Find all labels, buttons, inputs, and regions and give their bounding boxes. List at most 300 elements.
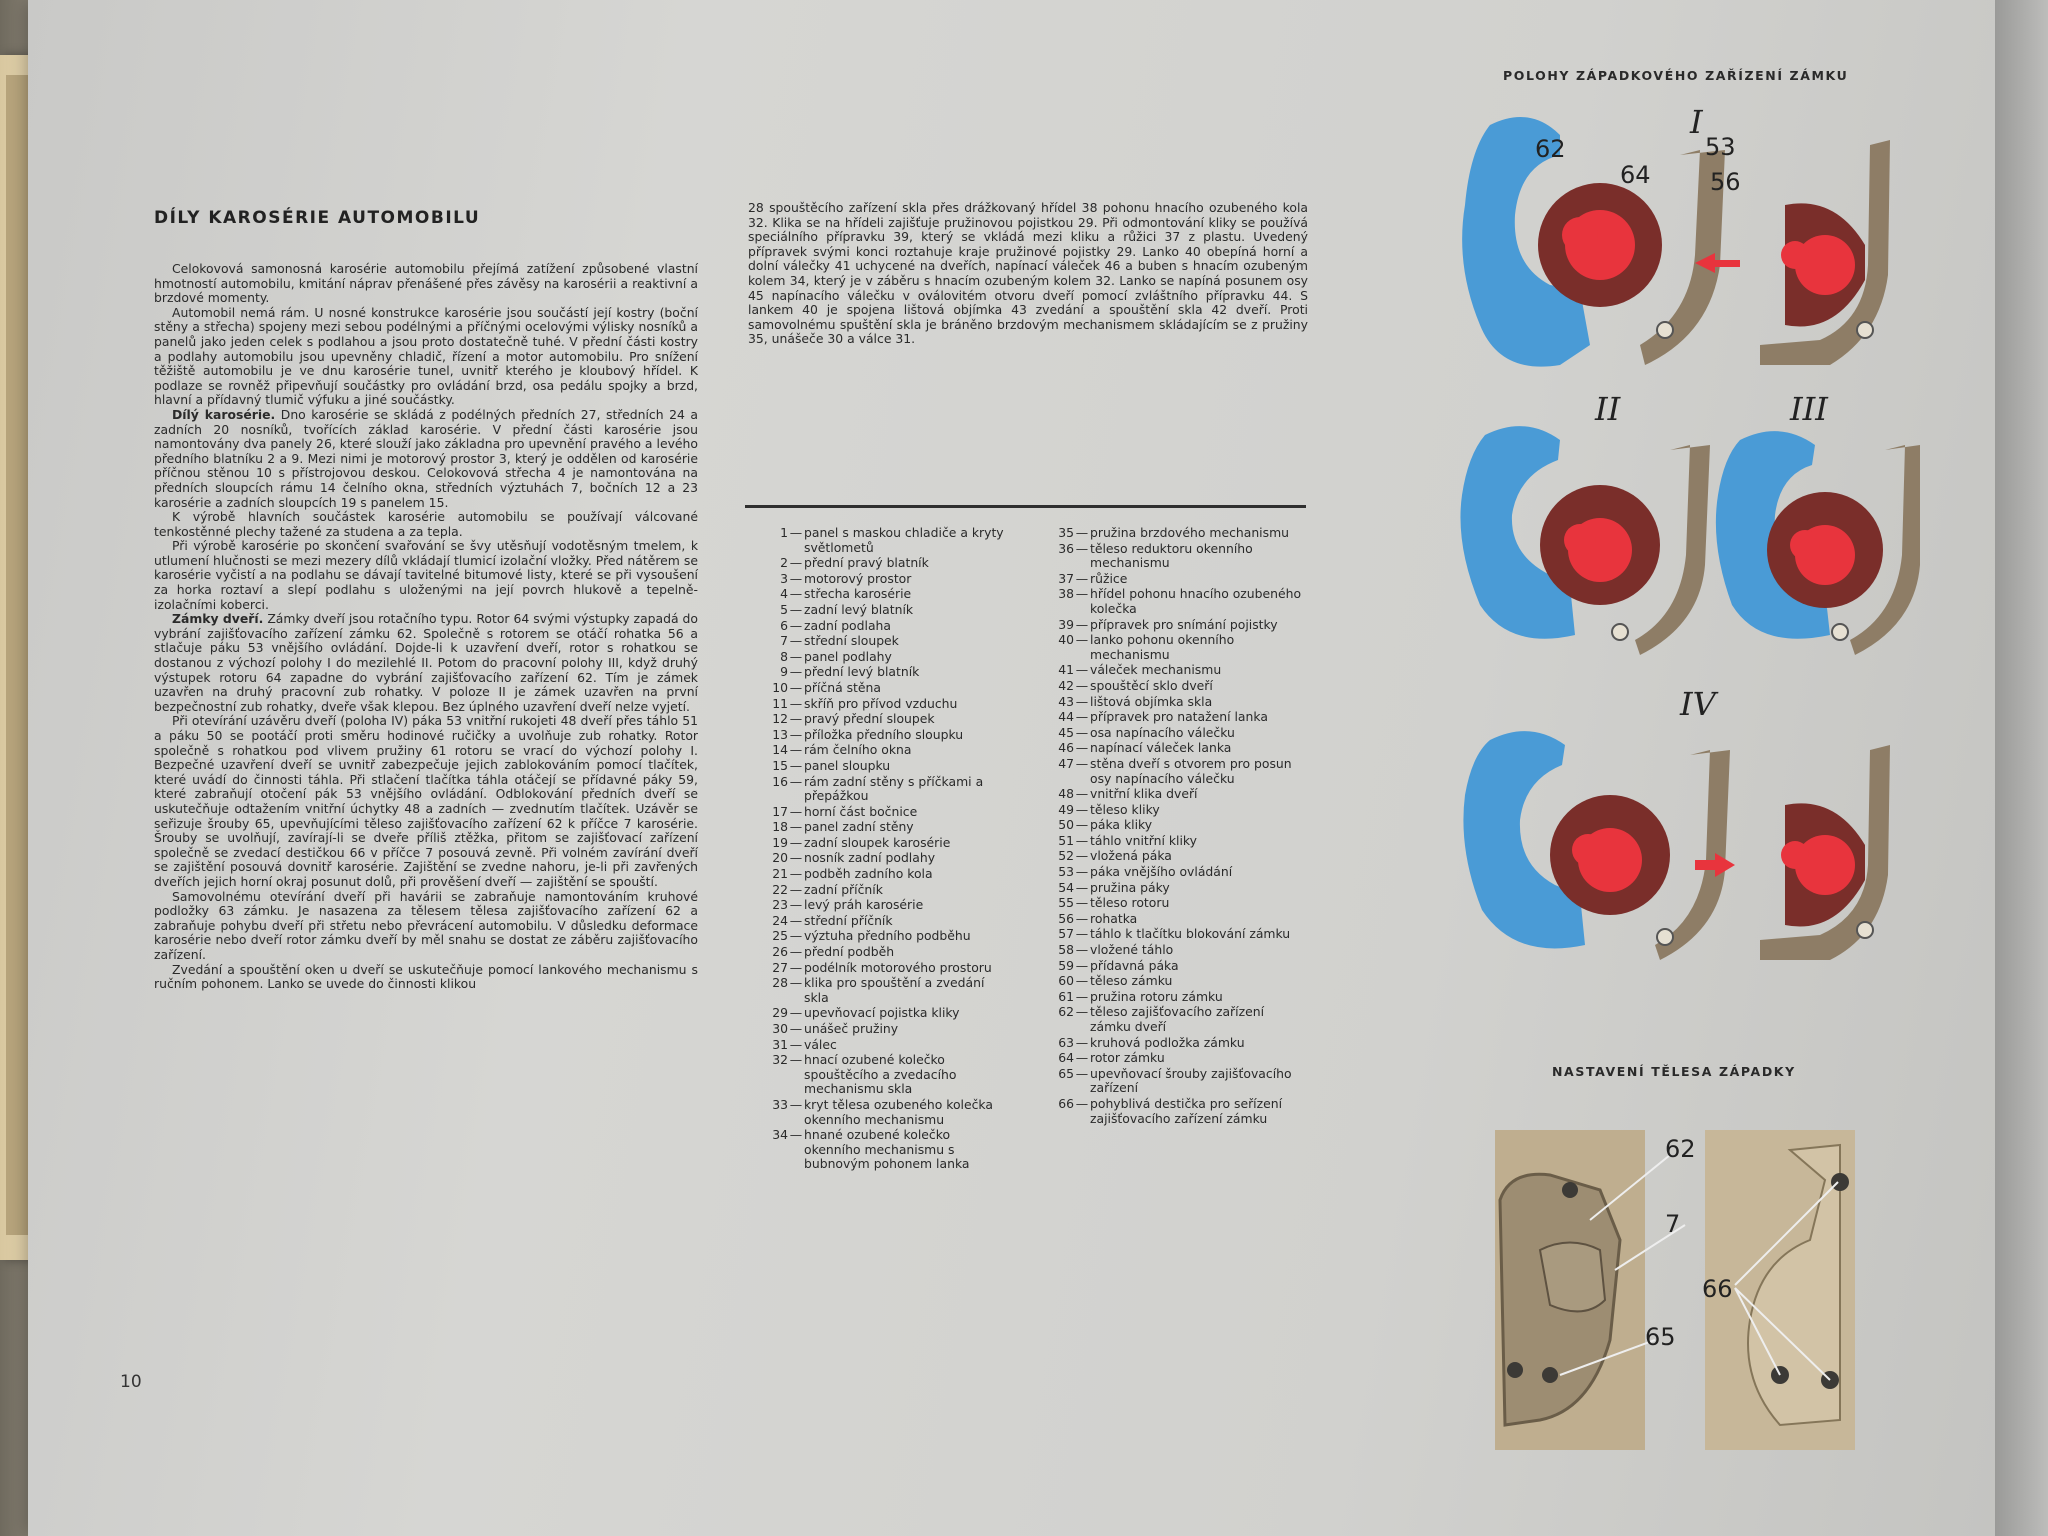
- legend-text: růžice: [1090, 570, 1128, 586]
- legend-text: zadní příčník: [804, 881, 883, 897]
- legend-dash: —: [789, 819, 803, 835]
- legend-item: [748, 587, 1010, 602]
- legend-dash: —: [789, 897, 803, 913]
- paragraph: [154, 408, 698, 510]
- legend-text: střední příčník: [804, 912, 893, 928]
- legend-number: 1: [780, 525, 788, 540]
- paragraph-text: Zámky dveří jsou rotačního typu. Rotor 64 svými výstupky zapadá do vybrání zajišťovacího zařízení zámku 62. Společně s rotorem se otáčí rohatka 56 a stlačuje páku 53 vnějšího ovládání. Dojde-li k uzavření dveří, rotor s rohatkou se dostanou z výchozí polohy I do mezilehlé II. Potom do pracovní polohy III, když druhý výstupek rotoru 64 zapadne do vybrání zajišťovacího zařízení 62. Tím je zámek uzavřen na druhý pracovní zub rohatky. V poloze II je zámek uzavřen na první bezpečnostní zub rohatky, dveře však klepou. Bez úplného uzavření dveří nelze vyjetí.: [154, 611, 698, 714]
- legend-text: příčná stěna: [804, 679, 881, 695]
- legend-item: [748, 1053, 1010, 1097]
- legend-item: [1034, 990, 1306, 1005]
- legend-dash: —: [789, 570, 803, 586]
- legend-dash: —: [1075, 677, 1089, 693]
- legend-dash: —: [1075, 910, 1089, 926]
- legend-number: 13: [772, 726, 788, 742]
- legend-text: páka vnějšího ovládání: [1090, 864, 1233, 880]
- legend-item: [748, 961, 1010, 976]
- legend-text: přední levý blatník: [804, 664, 920, 680]
- legend-number: 38: [1058, 586, 1074, 602]
- legend-text: rám zadní stěny s příčkami a přepážkou: [804, 773, 984, 804]
- legend-item: [748, 650, 1010, 665]
- legend-text: vnitřní klika dveří: [1090, 786, 1198, 802]
- legend-dash: —: [1075, 817, 1089, 833]
- legend-number: 16: [772, 773, 788, 789]
- legend-text: výztuha předního podběhu: [804, 928, 971, 944]
- legend-number: 11: [772, 695, 788, 711]
- legend-number: 27: [772, 959, 788, 975]
- legend-dash: —: [1075, 832, 1089, 848]
- legend-item: [1034, 663, 1306, 678]
- legend-number: 36: [1058, 540, 1074, 556]
- legend-dash: —: [1075, 693, 1089, 709]
- legend-dash: —: [789, 773, 803, 789]
- legend-dash: —: [789, 1052, 803, 1068]
- legend-item: [748, 1038, 1010, 1053]
- legend-item: [748, 775, 1010, 804]
- legend-number: 53: [1058, 864, 1074, 880]
- legend-text: zadní sloupek karosérie: [804, 834, 951, 850]
- text-column-1: [154, 262, 698, 992]
- position-II-label: II: [1595, 390, 1621, 428]
- legend-dash: —: [1075, 801, 1089, 817]
- legend-item: [748, 712, 1010, 727]
- legend-text: pravý přední sloupek: [804, 711, 935, 727]
- legend-number: 8: [780, 648, 788, 664]
- legend-text: rám čelního okna: [804, 742, 912, 758]
- lock-positions-diagram: [1440, 95, 1920, 995]
- figure-title-latch-adjustment: NASTAVENÍ TĚLESA ZÁPADKY: [1552, 1064, 1796, 1079]
- legend-number: 57: [1058, 926, 1074, 942]
- legend-item: [748, 759, 1010, 774]
- legend-dash: —: [1075, 1034, 1089, 1050]
- legend-number: 66: [1058, 1095, 1074, 1111]
- legend-number: 45: [1058, 724, 1074, 740]
- legend-number: 62: [1058, 1004, 1074, 1020]
- legend-item: [1034, 1051, 1306, 1066]
- legend-text: hřídel pohonu hnacího ozubeného kolečka: [1090, 586, 1302, 616]
- legend-item: [748, 526, 1010, 555]
- legend-text: pružina rotoru zámku: [1090, 988, 1223, 1004]
- legend-item: [748, 820, 1010, 835]
- legend-dash: —: [1075, 724, 1089, 740]
- legend-number: 56: [1058, 910, 1074, 926]
- legend-dash: —: [1075, 1004, 1089, 1020]
- legend-number: 34: [772, 1127, 788, 1143]
- paragraph-text: Dno karosérie se skládá z podélných předních 27, středních 24 a zadních 20 nosníků, tvořících základ karosérie. V přední části karosérie jsou namontovány dva panely 26, které slouží jako základna pro upevnění pravého a levého předního blatníku 2 a 9. Mezi nimi je motorový prostor 3, který je oddělen od karosérie příčnou stěnou 10 s přístrojovou deskou. Celokovová střecha 4 je namontována na předních sloupcích rámu 14 čelního okna, středních výztuhách 7, bočních 12 a 23 karosérie a zadních sloupcích 19 s panelem 15.: [154, 406, 698, 510]
- legend-item: [1034, 572, 1306, 587]
- legend-item: [748, 945, 1010, 960]
- legend-dash: —: [789, 648, 803, 664]
- legend-dash: —: [789, 742, 803, 758]
- legend-number: 58: [1058, 942, 1074, 958]
- lock-position-1: [1462, 103, 1890, 367]
- legend-dash: —: [1075, 709, 1089, 725]
- legend-dash: —: [789, 601, 803, 617]
- legend-number: 20: [772, 850, 788, 866]
- legend-item: [748, 976, 1010, 1005]
- label-53: 53: [1705, 133, 1736, 161]
- position-III-label: III: [1790, 390, 1828, 428]
- legend-number: 35: [1058, 525, 1074, 540]
- legend-dash: —: [789, 850, 803, 866]
- legend-number: 51: [1058, 832, 1074, 848]
- legend-dash: —: [789, 803, 803, 819]
- legend-dash: —: [789, 912, 803, 928]
- legend-dash: —: [1075, 786, 1089, 802]
- legend-item: [1034, 587, 1306, 616]
- legend-text: lištová objímka skla: [1090, 693, 1213, 709]
- figure-title-lock-positions: POLOHY ZÁPADKOVÉHO ZAŘÍZENÍ ZÁMKU: [1503, 68, 1849, 83]
- legend-text: pohyblivá destička pro seřízení zajišťovacího zařízení zámku: [1090, 1095, 1283, 1126]
- legend-text: hnací ozubené kolečko spouštěcího a zvedacího mechanismu skla: [804, 1052, 957, 1097]
- legend-number: 64: [1058, 1050, 1074, 1066]
- legend-text: těleso kliky: [1090, 801, 1160, 817]
- legend-dash: —: [1075, 973, 1089, 989]
- legend-dash: —: [789, 726, 803, 742]
- legend-number: 30: [772, 1021, 788, 1036]
- legend-text: těleso rotoru: [1090, 895, 1170, 911]
- legend-text: horní část bočnice: [804, 803, 918, 819]
- legend-item: [1034, 1005, 1306, 1034]
- legend-item: [748, 743, 1010, 758]
- legend-item: [748, 851, 1010, 866]
- position-IV-label: IV: [1680, 685, 1716, 723]
- legend-dash: —: [789, 617, 803, 633]
- legend-item: [1034, 943, 1306, 958]
- legend-number: 48: [1058, 786, 1074, 802]
- legend-number: 50: [1058, 817, 1074, 833]
- legend-dash: —: [789, 928, 803, 944]
- legend-text: válec: [804, 1036, 837, 1052]
- legend-number: 33: [772, 1096, 788, 1112]
- legend-item: [1034, 633, 1306, 662]
- legend-number: 61: [1058, 988, 1074, 1004]
- legend-item: [748, 1022, 1010, 1037]
- legend-item: [1034, 927, 1306, 942]
- legend-item: [748, 805, 1010, 820]
- legend-item: [748, 603, 1010, 618]
- paragraph: [154, 612, 698, 714]
- legend-text: příložka předního sloupku: [804, 726, 964, 742]
- legend-number: 17: [772, 803, 788, 819]
- lock-position-4: [1463, 685, 1890, 960]
- legend-column-2: [1034, 526, 1306, 1127]
- legend-dash: —: [1075, 957, 1089, 973]
- legend-dash: —: [789, 525, 803, 540]
- text-column-2: [748, 201, 1308, 347]
- legend-number: 42: [1058, 677, 1074, 693]
- legend-item: [748, 556, 1010, 571]
- legend-text: pružina páky: [1090, 879, 1170, 895]
- legend-number: 44: [1058, 709, 1074, 725]
- paragraph: Automobil nemá rám. U nosné konstrukce karosérie jsou součástí její kostry (boční stěny a střecha) spojeny mezi sebou podélnými a příčnými ocelovými výlisky nosníků a panelů jako jeden celek s podlahou a jsou proto dostatečně tuhé. V přední části kostry a podlahy automobilu jsou upevněny chladič, řízení a motor automobilu. Pro snížení těžiště automobilu je ve dnu karosérie tunel, uvnitř kterého je kloubový hřídel. K podlaze se rovněž připevňují součástky pro ovládání brzd, osa pedálu spojky a brzd, hlavní a přídavný tlumič výfuku a jiné součástky.: [154, 304, 698, 408]
- legend-text: zadní levý blatník: [804, 601, 914, 617]
- page-title: DÍLY KAROSÉRIE AUTOMOBILU: [154, 208, 481, 228]
- legend-item: [1034, 679, 1306, 694]
- legend-number: 54: [1058, 879, 1074, 895]
- legend-dash: —: [1075, 942, 1089, 958]
- legend-item: [748, 883, 1010, 898]
- legend-dash: —: [1075, 1065, 1089, 1081]
- legend-text: střecha karosérie: [804, 586, 912, 602]
- paragraph: K výrobě hlavních součástek karosérie automobilu se používají válcované tenkostěnné plechy tažené za studena a za tepla.: [154, 509, 698, 539]
- legend-item: [1034, 959, 1306, 974]
- legend-text: lanko pohonu okenního mechanismu: [1090, 632, 1235, 662]
- legend-item: [1034, 526, 1306, 541]
- legend-dash: —: [789, 695, 803, 711]
- legend-item: [1034, 896, 1306, 911]
- legend-dash: —: [789, 711, 803, 727]
- legend-item: [1034, 803, 1306, 818]
- legend-text: rohatka: [1090, 910, 1138, 926]
- legend-item: [748, 914, 1010, 929]
- legend-item: [748, 898, 1010, 913]
- legend-text: váleček mechanismu: [1090, 662, 1222, 678]
- legend-number: 18: [772, 819, 788, 835]
- legend-item: [1034, 741, 1306, 756]
- legend-text: hnané ozubené kolečko okenního mechanismu s bubnovým pohonem lanka: [804, 1127, 970, 1172]
- legend-item: [1034, 757, 1306, 786]
- legend-item: [1034, 1097, 1306, 1126]
- legend-dash: —: [1075, 740, 1089, 756]
- legend-text: táhlo k tlačítku blokování zámku: [1090, 926, 1291, 942]
- legend-text: skříň pro přívod vzduchu: [804, 695, 958, 711]
- legend-dash: —: [1075, 864, 1089, 880]
- legend-number: 12: [772, 711, 788, 727]
- legend-number: 26: [772, 944, 788, 960]
- legend-text: kruhová podložka zámku: [1090, 1034, 1245, 1050]
- legend-text: osa napínacího válečku: [1090, 724, 1235, 740]
- legend-text: pružina brzdového mechanismu: [1090, 525, 1290, 540]
- legend-text: vložené táhlo: [1090, 942, 1174, 958]
- legend-item: [748, 1006, 1010, 1021]
- legend-dash: —: [789, 944, 803, 960]
- legend-item: [1034, 695, 1306, 710]
- legend-item: [1034, 974, 1306, 989]
- legend-dash: —: [789, 975, 803, 991]
- legend-item: [1034, 912, 1306, 927]
- legend-dash: —: [789, 679, 803, 695]
- legend-item: [748, 681, 1010, 696]
- legend-item: [1034, 865, 1306, 880]
- legend-dash: —: [1075, 895, 1089, 911]
- paragraph-heading: Dílý karosérie.: [172, 406, 276, 422]
- legend-number: 39: [1058, 616, 1074, 632]
- legend-text: panel podlahy: [804, 648, 892, 664]
- legend-item: [748, 867, 1010, 882]
- legend-dash: —: [1075, 1095, 1089, 1111]
- legend-item: [748, 1128, 1010, 1172]
- legend-dash: —: [789, 881, 803, 897]
- paragraph: Samovolnému otevírání dveří při havárii se zabraňuje namontováním kruhové podložky 63 zámku. Je nasazena za tělesem tělesa zajišťovacího zařízení 62 a zabraňuje pohybu dveří při střetu nebo převrácení automobilu. V důsledku deformace karosérie nebo dveří rotor zámku dveří by měl snahu se dostat ze záběru zajišťovacího zařízení.: [154, 888, 698, 962]
- paragraph: Při výrobě karosérie po skončení svařování se švy utěsňují vodotěsným tmelem, k utlumení hlučnosti se mezi mezery dílů vkládají tlumicí izolační vložky. Před nátěrem se karosérie vyčistí a na podlahu se dávají tavitelné bitumové listy, které se při vysoušení za horka roztaví a slepí podlahu s uloženými na její povrch hlukově a tepelně-izolačními koberci.: [154, 538, 698, 612]
- legend-dash: —: [789, 586, 803, 602]
- legend-text: kryt tělesa ozubeného kolečka okenního mechanismu: [804, 1096, 993, 1127]
- legend-text: motorový prostor: [804, 570, 912, 586]
- legend-dash: —: [789, 866, 803, 882]
- legend-number: 21: [772, 866, 788, 882]
- legend-dash: —: [1075, 616, 1089, 632]
- legend-item: [1034, 787, 1306, 802]
- legend-text: unášeč pružiny: [804, 1021, 899, 1036]
- legend-number: 10: [772, 679, 788, 695]
- legend-item: [748, 634, 1010, 649]
- legend-number: 22: [772, 881, 788, 897]
- legend-text: upevňovací šrouby zajišťovacího zařízení: [1090, 1065, 1292, 1096]
- legend-text: levý práh karosérie: [804, 897, 924, 913]
- legend-item: [1034, 710, 1306, 725]
- label-64: 64: [1620, 161, 1651, 189]
- legend-number: 2: [780, 555, 788, 571]
- legend-text: panel zadní stěny: [804, 819, 914, 835]
- legend-dash: —: [1075, 879, 1089, 895]
- legend-text: přípravek pro natažení lanka: [1090, 709, 1268, 725]
- legend-number: 7: [780, 633, 788, 649]
- label-56: 56: [1710, 168, 1741, 196]
- legend-dash: —: [1075, 570, 1089, 586]
- legend-number: 49: [1058, 801, 1074, 817]
- legend-text: stěna dveří s otvorem pro posun osy napínacího válečku: [1090, 755, 1292, 786]
- legend-item: [748, 665, 1010, 680]
- divider: [745, 505, 1306, 508]
- legend-number: 23: [772, 897, 788, 913]
- photo-label-7: 7: [1665, 1210, 1681, 1238]
- legend-text: podélník motorového prostoru: [804, 959, 992, 975]
- legend-item: [1034, 542, 1306, 571]
- legend-item: [1034, 849, 1306, 864]
- paragraph: Celokovová samonosná karosérie automobilu přejímá zatížení způsobené vlastní hmotností automobilu, kmitání náprav přenášené přes závěsy na karosérii a reaktivní a brzdové momenty.: [154, 261, 698, 306]
- legend-text: zadní podlaha: [804, 617, 891, 633]
- legend-text: spouštěcí sklo dveří: [1090, 677, 1213, 693]
- lock-position-2: [1460, 390, 1710, 655]
- legend-dash: —: [1075, 525, 1089, 540]
- legend-dash: —: [789, 757, 803, 773]
- legend-text: těleso zámku: [1090, 973, 1173, 989]
- legend-number: 32: [772, 1052, 788, 1068]
- paragraph: 28 spouštěcího zařízení skla přes drážkovaný hřídel 38 pohonu hnacího ozubeného kola 32. Klika se na hřídeli zajišťuje pružinovou pojistkou 29. Při odmontování kliky se používá speciálního přípravku 39, který se vkládá mezi kliku a růžici 37 z plastu. Uvedený přípravek svými konci roztahuje kraje pružinové pojistky 29. Lanko 40 obepíná horní a dolní válečky 41 uchycené na dveřích, napínací váleček 46 a buben s hnacím ozubeným kolem 34, který je v záběru s hnacím ozubeným kolem 32. Lanko se napíná posunem osy 45 napínacího válečku v oválovitém otvoru dveří pomocí zvláštního přípravku 44. S lankem 40 je spojena lištová objímka 43 zvedání a spouštění skla 42 dveří. Proti samovolnému spuštění skla je bráněno brzdovým mechanismem skládajícím se z pružiny 35, unášeče 30 a válce 31.: [748, 200, 1308, 347]
- legend-dash: —: [789, 1005, 803, 1021]
- legend-dash: —: [789, 1127, 803, 1143]
- legend-number: 47: [1058, 755, 1074, 771]
- legend-column-1: [748, 526, 1010, 1173]
- legend-dash: —: [789, 1036, 803, 1052]
- legend-number: 24: [772, 912, 788, 928]
- legend-number: 29: [772, 1005, 788, 1021]
- legend-dash: —: [1075, 988, 1089, 1004]
- legend-item: [1034, 818, 1306, 833]
- legend-text: táhlo vnitřní kliky: [1090, 832, 1197, 848]
- legend-text: podběh zadního kola: [804, 866, 933, 882]
- position-I-label: I: [1690, 103, 1703, 141]
- legend-item: [1034, 834, 1306, 849]
- legend-dash: —: [1075, 1050, 1089, 1066]
- legend-item: [1034, 881, 1306, 896]
- legend-number: 25: [772, 928, 788, 944]
- legend-dash: —: [789, 555, 803, 571]
- legend-item: [748, 697, 1010, 712]
- legend-dash: —: [1075, 755, 1089, 771]
- legend-dash: —: [789, 834, 803, 850]
- latch-adjustment-photo: [1480, 1120, 1895, 1450]
- legend-text: rotor zámku: [1090, 1050, 1165, 1066]
- right-page-edge: [1995, 0, 2048, 1536]
- legend-number: 43: [1058, 693, 1074, 709]
- legend-text: přední podběh: [804, 944, 895, 960]
- legend-text: střední sloupek: [804, 633, 899, 649]
- legend-number: 37: [1058, 570, 1074, 586]
- legend-dash: —: [789, 959, 803, 975]
- legend-dash: —: [1075, 662, 1089, 678]
- legend-text: přední pravý blatník: [804, 555, 929, 571]
- lock-position-3: [1716, 390, 1920, 655]
- legend-text: panel s maskou chladiče a kryty světlometů: [804, 525, 1004, 555]
- legend-dash: —: [1075, 632, 1089, 648]
- photo-label-65: 65: [1645, 1323, 1676, 1351]
- legend-number: 60: [1058, 973, 1074, 989]
- legend-number: 52: [1058, 848, 1074, 864]
- legend-dash: —: [789, 1021, 803, 1036]
- legend-number: 28: [772, 975, 788, 991]
- legend-dash: —: [1075, 848, 1089, 864]
- legend-item: [1034, 726, 1306, 741]
- legend-number: 19: [772, 834, 788, 850]
- legend-number: 40: [1058, 632, 1074, 648]
- paragraph: Při otevírání uzávěru dveří (poloha IV) páka 53 vnitřní rukojeti 48 dveří přes táhlo 51 a páku 50 se pootáčí proti směru hodinové ručičky a uvolňuje zub rohatky. Rotor společně s rohatkou pod vlivem pružiny 61 rotoru se vrací do výchozí polohy I. Bezpečné uzavření dveří se uvnitř zabezpečuje jejich zablokováním pomocí tlačítek, které uvádí do činnosti táhla. Při stlačení tlačítka táhla otáčejí se přídavné páky 59, které zabraňují otočení pák 53 vnějšího ovládání. Odblokování předních dveří se uskutečňuje odtažením vnitřní úchytky 48 a zadních — zvednutím tlačítek. Uzávěr se seřizuje šrouby 65, upevňujícími těleso zajišťovacího zařízení 62 k příčce 7 karosérie. Šrouby se uvolňují, zavírají-li se dveře příliš ztěžka, přitom se zajišťovací zařízení společně se zvedací destičkou 66 v příčce 7 posouvá zevně. Při volném zavírání dveří se zajištění posouvá dovnitř karosérie. Zajištění se zvedne nahoru, je-li při zavřených dveřích jejich horní okraj posunut dolů, při prověšení dveří — zajištění se spouští.: [154, 713, 698, 889]
- page-number: 10: [120, 1372, 142, 1392]
- legend-number: 14: [772, 742, 788, 758]
- legend-number: 55: [1058, 895, 1074, 911]
- legend-text: přípravek pro snímání pojistky: [1090, 616, 1278, 632]
- legend-text: vložená páka: [1090, 848, 1172, 864]
- legend-dash: —: [1075, 926, 1089, 942]
- legend-text: páka kliky: [1090, 817, 1153, 833]
- legend-text: napínací váleček lanka: [1090, 740, 1232, 756]
- paragraph: Zvedání a spouštění oken u dveří se uskutečňuje pomocí lankového mechanismu s ručním pohonem. Lanko se uvede do činnosti klikou: [154, 961, 698, 992]
- legend-number: 31: [772, 1036, 788, 1052]
- legend-number: 6: [780, 617, 788, 633]
- legend-number: 65: [1058, 1065, 1074, 1081]
- legend-text: přídavná páka: [1090, 957, 1179, 973]
- label-62: 62: [1535, 135, 1566, 163]
- legend-text: klika pro spouštění a zvedání skla: [804, 975, 985, 1005]
- legend-number: 46: [1058, 740, 1074, 756]
- legend-number: 4: [780, 586, 788, 602]
- legend-item: [1034, 1067, 1306, 1096]
- legend-text: nosník zadní podlahy: [804, 850, 936, 866]
- legend-item: [748, 728, 1010, 743]
- photo-label-62: 62: [1665, 1135, 1696, 1163]
- legend-number: 9: [780, 664, 788, 680]
- photo-label-66: 66: [1702, 1275, 1733, 1303]
- legend-item: [748, 572, 1010, 587]
- legend-dash: —: [1075, 586, 1089, 602]
- legend-item: [748, 929, 1010, 944]
- legend-text: těleso reduktoru okenního mechanismu: [1090, 540, 1253, 571]
- legend-item: [748, 836, 1010, 851]
- legend-item: [748, 1098, 1010, 1127]
- legend-dash: —: [1075, 540, 1089, 556]
- legend-dash: —: [789, 633, 803, 649]
- legend-dash: —: [789, 1096, 803, 1112]
- legend-number: 5: [780, 601, 788, 617]
- paragraph-heading: Zámky dveří.: [172, 611, 264, 627]
- legend-number: 3: [780, 570, 788, 586]
- legend-item: [1034, 618, 1306, 633]
- legend-text: těleso zajišťovacího zařízení zámku dveří: [1090, 1004, 1265, 1034]
- legend-number: 41: [1058, 662, 1074, 678]
- legend-number: 59: [1058, 957, 1074, 973]
- legend-number: 63: [1058, 1034, 1074, 1050]
